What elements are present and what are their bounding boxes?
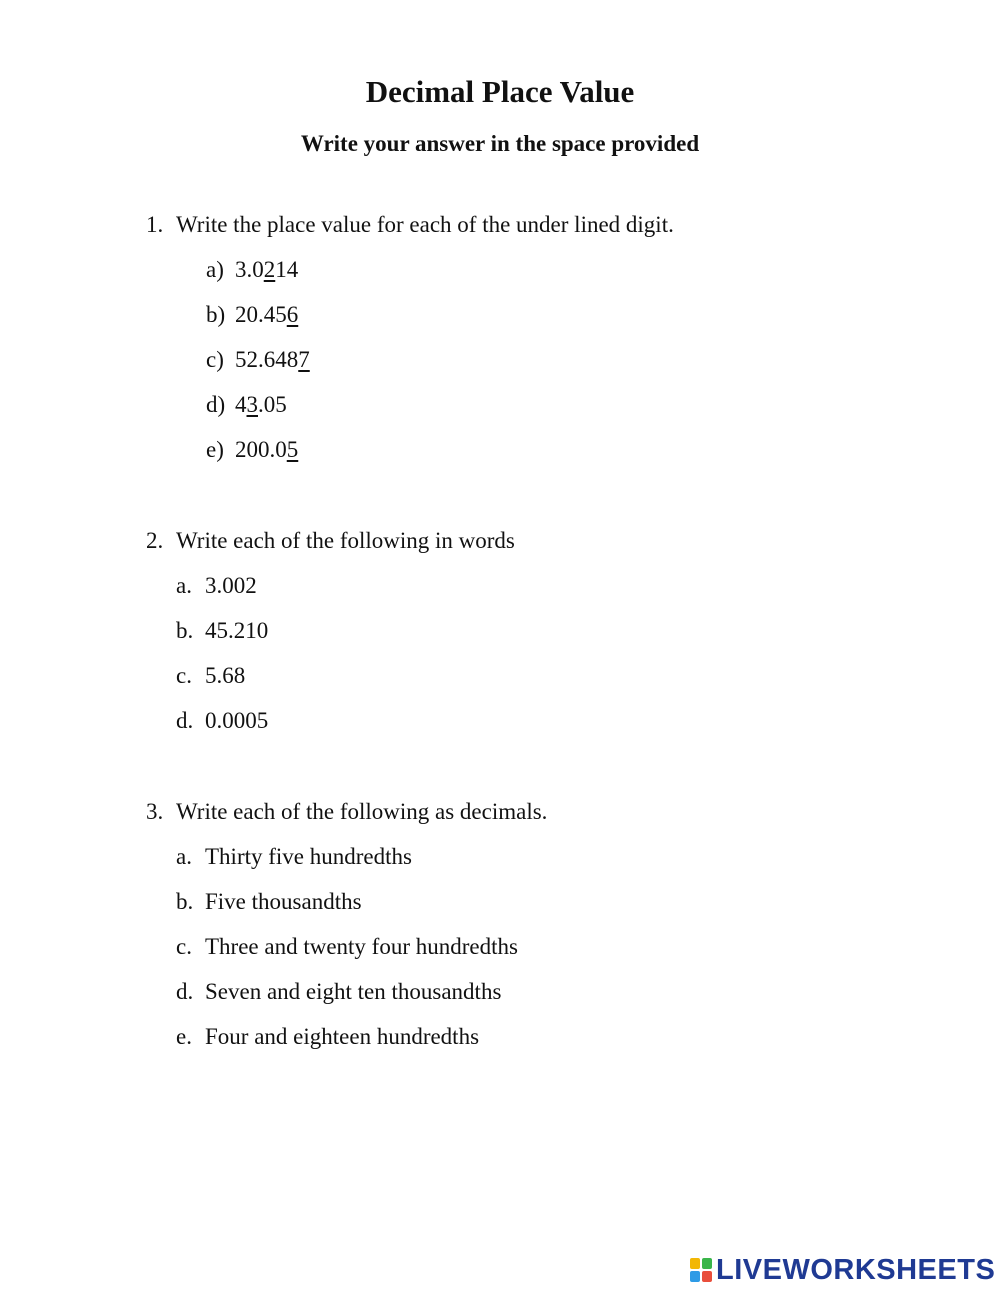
liveworksheets-logo-icon: [690, 1258, 712, 1282]
list-item: [176, 977, 501, 1007]
item-marker: c.: [176, 934, 192, 959]
item-text: Three and twenty four hundredths: [205, 934, 518, 959]
underlined-digit: 2: [263, 257, 276, 282]
logo-square: [690, 1258, 700, 1269]
item-marker: e.: [176, 1024, 192, 1049]
item-text: Five thousandths: [205, 889, 362, 914]
logo-square: [690, 1271, 700, 1282]
number-part: 200.0: [235, 437, 287, 462]
question-3: [146, 797, 547, 827]
list-item: [176, 842, 412, 872]
number-part: .05: [258, 392, 287, 417]
question-number: 2.: [146, 528, 164, 553]
item-marker: c.: [176, 663, 192, 688]
list-item: [206, 345, 310, 375]
item-text: Four and eighteen hundredths: [205, 1024, 480, 1049]
item-marker: a): [206, 257, 224, 282]
underlined-digit: 5: [286, 437, 299, 462]
list-item: [176, 887, 362, 917]
list-item: [206, 255, 298, 285]
number-part: 4: [235, 392, 247, 417]
logo-square: [702, 1258, 712, 1269]
question-number: 3.: [146, 799, 164, 824]
item-text: Thirty five hundredths: [205, 844, 412, 869]
list-item: [176, 616, 268, 646]
list-item: [206, 300, 298, 330]
item-marker: c): [206, 347, 224, 372]
logo-square: [702, 1271, 712, 1282]
number-part: 52.648: [235, 347, 299, 372]
underlined-digit: 7: [298, 347, 310, 372]
list-item: [176, 661, 245, 691]
list-item: [176, 706, 268, 736]
question-2: [146, 526, 515, 556]
item-marker: a.: [176, 573, 192, 598]
list-item: [176, 571, 257, 601]
question-1: [146, 210, 674, 240]
question-prompt: Write each of the following in words: [176, 528, 515, 553]
item-text: 3.002: [205, 573, 257, 598]
item-text: Seven and eight ten thousandths: [205, 979, 502, 1004]
number-part: 20.45: [235, 302, 287, 327]
item-marker: d): [206, 392, 226, 417]
item-marker: b.: [176, 618, 194, 643]
item-marker: a.: [176, 844, 192, 869]
item-marker: e): [206, 437, 224, 462]
question-number: 1.: [146, 212, 164, 237]
question-prompt: Write each of the following as decimals.: [176, 799, 548, 824]
item-text: 5.68: [205, 663, 246, 688]
item-marker: b.: [176, 889, 194, 914]
underlined-digit: 3: [246, 392, 258, 417]
underlined-digit: 6: [286, 302, 299, 327]
list-item: [176, 932, 518, 962]
list-item: [206, 390, 287, 420]
item-text: 0.0005: [205, 708, 269, 733]
page-title: Decimal Place Value: [365, 74, 635, 109]
number-part: 14: [275, 257, 299, 282]
liveworksheets-brand: [690, 1253, 995, 1287]
page-subtitle: Write your answer in the space provided: [300, 131, 700, 156]
item-text: 45.210: [205, 618, 269, 643]
number-part: 3.0: [235, 257, 264, 282]
item-marker: d.: [176, 979, 194, 1004]
brand-wordmark: LIVEWORKSHEETS: [716, 1253, 996, 1286]
item-marker: b): [206, 302, 226, 327]
item-marker: d.: [176, 708, 194, 733]
question-prompt: Write the place value for each of the under lined digit.: [176, 212, 674, 237]
list-item: [176, 1022, 479, 1052]
list-item: [206, 435, 298, 465]
